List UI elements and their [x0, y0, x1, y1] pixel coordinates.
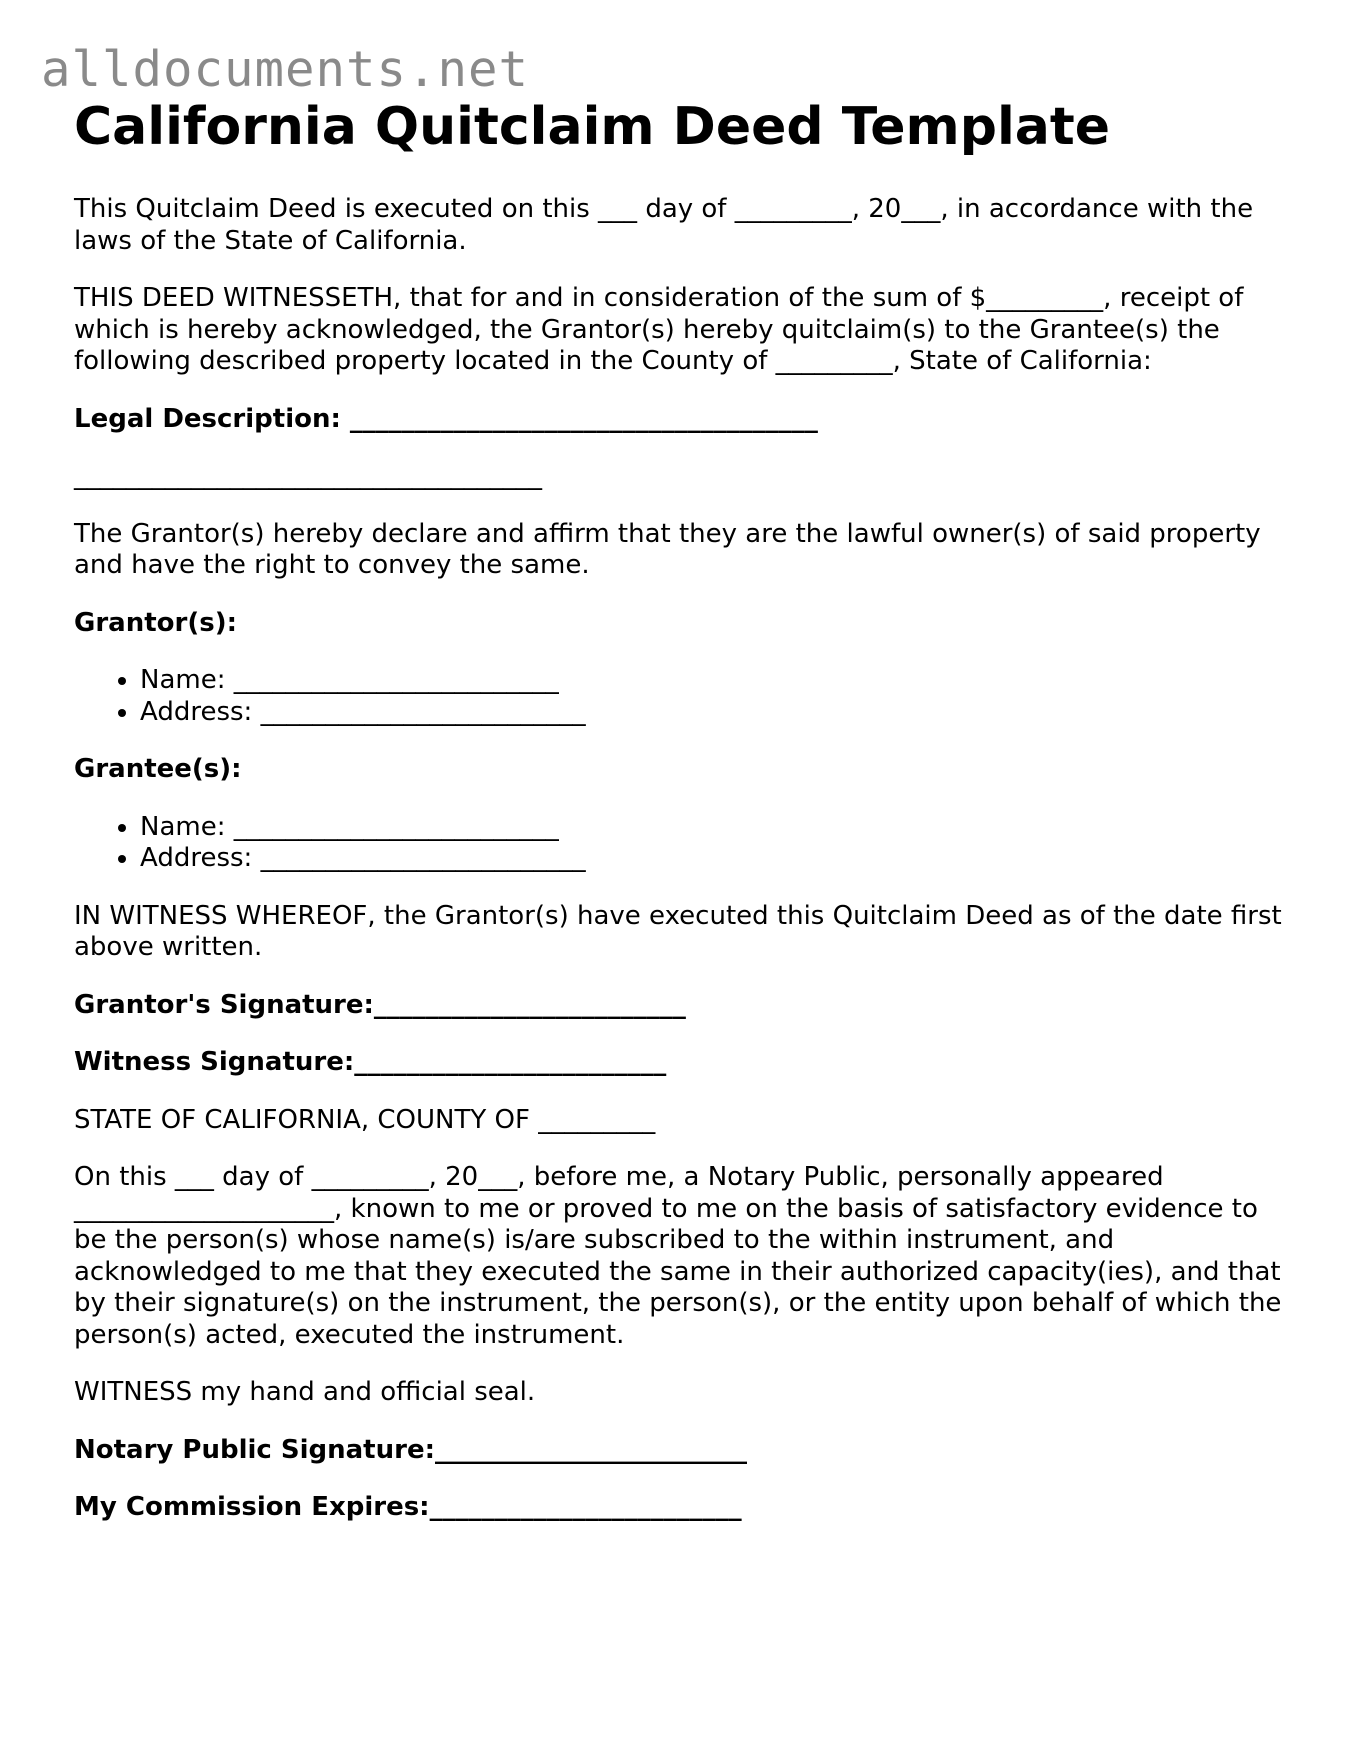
grantee-fields	[74, 812, 1294, 875]
witness-signature-field: Witness Signature:________________________	[74, 1047, 667, 1077]
document-title: California Quitclaim Deed Template	[74, 97, 1110, 157]
grantor-name-field: • Name: _________________________	[140, 665, 1294, 697]
commission-expires-field: My Commission Expires:________________________	[74, 1492, 742, 1522]
witness-hand-line: WITNESS my hand and official seal.	[74, 1377, 536, 1407]
grantor-address-field: • Address: _________________________	[140, 697, 1294, 729]
grantor-signature-field: Grantor's Signature:________________________	[74, 989, 686, 1020]
declaration-paragraph: The Grantor(s) hereby declare and affirm that they are the lawful owner(s) of said property and have the right to convey the same.	[74, 518, 1261, 580]
notary-signature-field: Notary Public Signature:________________________	[74, 1434, 747, 1465]
legal-description-continuation: ____________________________________	[74, 461, 542, 491]
grantee-name-field: • Name: _________________________	[140, 812, 1294, 844]
document-page	[74, 93, 1294, 1550]
intro-paragraph: This Quitclaim Deed is executed on this ___ day of _________, 20___, in accordance with the laws of the State of California.	[74, 194, 1254, 256]
document-body	[74, 194, 1294, 1524]
grantor-fields	[74, 665, 1294, 728]
witnesseth-paragraph: THIS DEED WITNESSETH, that for and in consideration of the sum of $_________, receipt of which is hereby acknowledged, the Grantor(s) hereby quitclaim(s) to the Grantee(s) the following described property located in the County of _________, State of California:	[74, 283, 1244, 376]
notary-acknowledgment-paragraph: On this ___ day of _________, 20___, before me, a Notary Public, personally appeared ____________________, known to me or proved to me on the basis of satisfactory evidence to be the person(s) whose name(s) is/are subscribed to the within instrument, and acknowledged to me that they executed the same in their authorized capacity(ies), and that by their signature(s) on the instrument, the person(s), or the entity upon behalf of which the person(s) acted, executed the instrument.	[74, 1162, 1282, 1350]
in-witness-paragraph: IN WITNESS WHEREOF, the Grantor(s) have executed this Quitclaim Deed as of the date first above written.	[74, 900, 1282, 962]
legal-description-field: Legal Description: ____________________________________	[74, 403, 818, 434]
grantor-heading: Grantor(s):	[74, 607, 237, 638]
grantee-address-field: • Address: _________________________	[140, 843, 1294, 875]
grantee-heading: Grantee(s):	[74, 754, 242, 784]
state-county-line: STATE OF CALIFORNIA, COUNTY OF _________	[74, 1104, 656, 1135]
watermark: alldocuments.net	[41, 41, 530, 98]
